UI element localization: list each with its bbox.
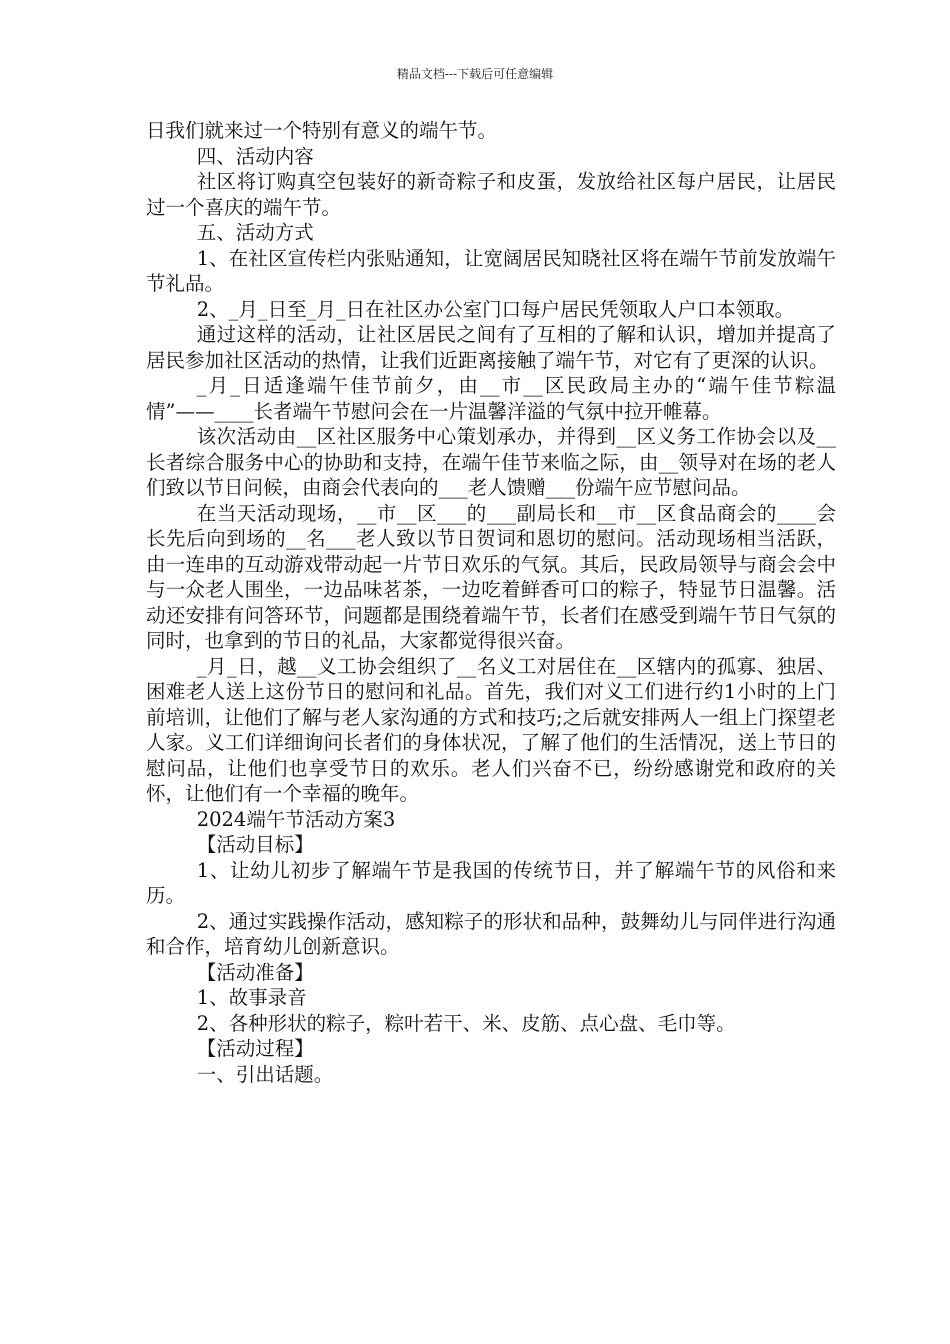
section-heading-activity-content: 四、活动内容 bbox=[196, 144, 314, 168]
paragraph-continuation: 日我们就来过一个特别有意义的端午节。 bbox=[146, 119, 498, 142]
document-body bbox=[146, 118, 836, 1087]
section-heading-activity-process: 【活动过程】 bbox=[196, 1037, 314, 1060]
paragraph: _月_日适逢端午佳节前夕，由__市__区民政局主办的“端午佳节粽温情”——____长者端午节慰问会在一片温馨洋溢的气氛中拉开帷幕。 bbox=[146, 374, 836, 423]
list-item: 2、通过实践操作活动，感知粽子的形状和品种，鼓舞幼儿与同伴进行沟通和合作，培育幼儿创新意识。 bbox=[146, 909, 836, 958]
list-item: 2、各种形状的粽子，粽叶若干、米、皮筋、点心盘、毛巾等。 bbox=[196, 1011, 736, 1035]
list-item: 1、故事录音 bbox=[196, 986, 307, 1009]
list-item: 2、_月_日至_月_日在社区办公室门口每户居民凭领取人户口本领取。 bbox=[196, 297, 795, 321]
page-header: 精品文档---下载后可任意编辑 bbox=[396, 67, 554, 81]
paragraph: 通过这样的活动，让社区居民之间有了互相的了解和认识，增加并提高了居民参加社区活动的热情，让我们近距离接触了端午节，对它有了更深的认识。 bbox=[146, 323, 836, 372]
section-heading-activity-method: 五、活动方式 bbox=[196, 221, 314, 244]
list-item: 1、在社区宣传栏内张贴通知，让宽阔居民知晓社区将在端午节前发放端午节礼品。 bbox=[146, 246, 836, 295]
section-heading-activity-goals: 【活动目标】 bbox=[196, 833, 314, 856]
section-heading-activity-preparation: 【活动准备】 bbox=[196, 960, 314, 984]
paragraph: 社区将订购真空包装好的新奇粽子和皮蛋，发放给社区每户居民，让居民过一个喜庆的端午节。 bbox=[146, 170, 836, 219]
paragraph: 该次活动由__区社区服务中心策划承办，并得到__区义务工作协会以及__长者综合服务中心的协助和支持，在端午佳节来临之际，由__领导对在场的老人们致以节日问候，由商会代表向的___老人馈赠___份端午应节慰问品。 bbox=[146, 425, 836, 499]
paragraph: _月_日，越__义工协会组织了__名义工对居住在__区辖内的孤寡、独居、困难老人送上这份节日的慰问和礼品。首先，我们对义工们进行约1小时的上门前培训，让他们了解与老人家沟通的方式和技巧;之后就安排两人一组上门探望老人家。义工们详细询问长者们的身体状况，了解了他们的生活情况，送上节日的慰问品，让他们也享受节日的欢乐。老人们兴奋不已，纷纷感谢党和政府的关怀，让他们有一个幸福的晚年。 bbox=[146, 654, 836, 805]
section-title: 2024端午节活动方案3 bbox=[196, 807, 396, 831]
list-item: 1、让幼儿初步了解端午节是我国的传统节日，并了解端午节的风俗和来历。 bbox=[146, 858, 836, 907]
paragraph: 在当天活动现场，__市__区___的___副局长和__市__区食品商会的____会长先后向到场的__名___老人致以节日贺词和恩切的慰问。活动现场相当活跃，由一连串的互动游戏带动起一片节日欢乐的气氛。其后，民政局领导与商会会中与一众老人围坐，一边品味茗茶，一边吃着鲜香可口的粽子，特显节日温馨。活动还安排有问答环节，问题都是围绕着端午节，长者们在感受到端午节日气氛的同时，也拿到的节日的礼品，大家都觉得很兴奋。 bbox=[146, 501, 836, 652]
list-item: 一、引出话题。 bbox=[196, 1062, 334, 1086]
